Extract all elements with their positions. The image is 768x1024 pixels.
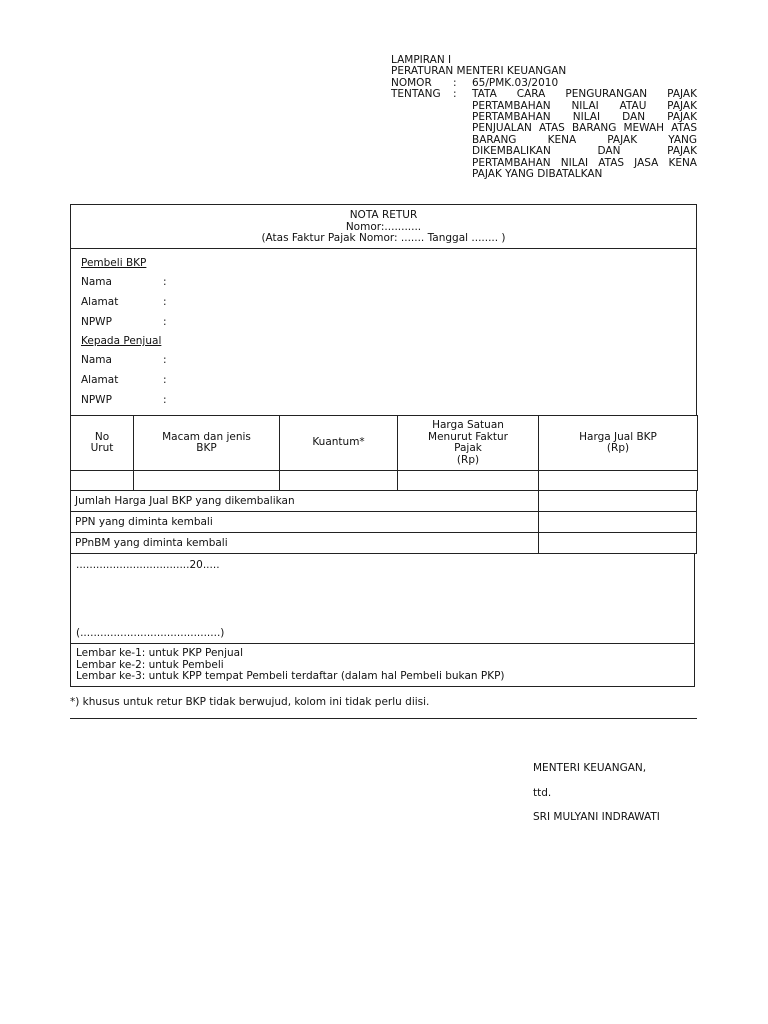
lembar-item: Lembar ke-3: untuk KPP tempat Pembeli terdaftar (dalam hal Pembeli bukan PKP): [76, 670, 505, 682]
col-jual-label: Harga Jual BKP: [579, 430, 657, 443]
pembeli-npwp-row: [81, 316, 167, 328]
divider: [70, 718, 697, 719]
tentang-line: PAJAK YANG DIBATALKAN: [472, 168, 603, 181]
col-no-label: No: [94, 430, 110, 443]
colon: :: [163, 316, 167, 328]
ppnbm-value[interactable]: [538, 533, 696, 554]
pembeli-heading: Pembeli BKP: [81, 257, 147, 269]
pembeli-nama-row: [81, 276, 167, 288]
colon: :: [163, 354, 167, 366]
col-harga-label: Harga Satuan: [432, 419, 504, 431]
alamat-label: Alamat: [81, 374, 119, 386]
colon: :: [163, 276, 167, 288]
lampiran-label: LAMPIRAN I: [391, 54, 452, 66]
tentang-row: [391, 89, 697, 180]
footnote: *) khusus untuk retur BKP tidak berwujud, kolom ini tidak perlu diisi.: [70, 696, 430, 708]
lembar-item: Lembar ke-2: untuk Pembeli: [76, 658, 224, 671]
col-macam-label: Macam dan jenis: [162, 430, 251, 443]
regulation-label: PERATURAN MENTERI KEUANGAN: [391, 65, 567, 78]
tentang-line: PERTAMBAHAN NILAI DAN PAJAK: [472, 111, 697, 124]
penjual-heading: Kepada Penjual: [81, 335, 162, 347]
col-no-urut: [71, 416, 134, 471]
total-row: [71, 491, 697, 512]
totals-table: [70, 490, 697, 554]
tentang-line: DIKEMBALIKAN DAN PAJAK: [472, 145, 697, 158]
total-value[interactable]: [538, 491, 696, 512]
signature-box: [70, 553, 695, 644]
tentang-line: PENJUALAN ATAS BARANG MEWAH ATAS: [472, 122, 697, 135]
col-kuantum: Kuantum*: [280, 416, 398, 471]
total-label: Jumlah Harga Jual BKP yang dikembalikan: [71, 491, 539, 512]
items-header-row: [71, 416, 698, 471]
cell-kuantum[interactable]: [280, 471, 398, 491]
penjual-nama-row: [81, 354, 167, 366]
pembeli-alamat-row: [81, 296, 167, 308]
nomor-colon: :: [453, 76, 457, 89]
ppn-row: [71, 512, 697, 533]
items-empty-row: [71, 471, 698, 491]
colon: :: [163, 296, 167, 308]
tentang-line: PERTAMBAHAN NILAI ATAU PAJAK: [472, 99, 697, 112]
col-harga-label: Pajak: [454, 442, 482, 454]
nama-label: Nama: [81, 354, 112, 366]
nota-retur-title-box: [70, 204, 697, 249]
penjual-alamat-row: [81, 374, 167, 386]
nomor-label: NOMOR: [391, 76, 432, 89]
party-info-box: [70, 248, 697, 416]
signatory-title: MENTERI KEUANGAN,: [533, 762, 647, 774]
col-harga-satuan: [398, 416, 539, 471]
ppn-value[interactable]: [538, 512, 696, 533]
ppnbm-label: PPnBM yang diminta kembali: [71, 533, 539, 554]
col-urut-label: Urut: [90, 442, 114, 454]
form-title: NOTA RETUR: [349, 209, 418, 221]
tentang-colon: :: [453, 88, 457, 101]
colon: :: [163, 394, 167, 406]
distribution-box: [70, 643, 695, 687]
tentang-line: BARANG KENA PAJAK YANG: [472, 133, 697, 146]
cell-harga-satuan[interactable]: [398, 471, 539, 491]
alamat-label: Alamat: [81, 296, 119, 308]
tentang-label: TENTANG: [391, 88, 441, 101]
cell-no[interactable]: [71, 471, 134, 491]
col-bkp-label: BKP: [196, 442, 217, 454]
signatory-ttd: ttd.: [533, 787, 552, 799]
cell-harga-jual[interactable]: [539, 471, 698, 491]
col-harga-label: (Rp): [456, 453, 480, 466]
place-date: ..................................20.....: [76, 559, 220, 571]
tentang-text: [472, 89, 697, 180]
form-nomor: Nomor:...........: [345, 220, 422, 233]
colon: :: [163, 374, 167, 386]
npwp-label: NPWP: [81, 316, 112, 328]
col-jual-label: (Rp): [606, 442, 630, 454]
signature-line: (..........................................): [76, 627, 225, 639]
faktur-reference: (Atas Faktur Pajak Nomor: ....... Tanggal ........ ): [261, 232, 506, 244]
tentang-line: PERTAMBAHAN NILAI ATAS JASA KENA: [472, 156, 697, 169]
npwp-label: NPWP: [81, 394, 112, 406]
ppnbm-row: [71, 533, 697, 554]
document-header: [391, 55, 697, 180]
penjual-npwp-row: [81, 394, 167, 406]
col-harga-jual: [539, 416, 698, 471]
items-table: [70, 415, 698, 491]
tentang-line: TATA CARA PENGURANGAN PAJAK: [472, 88, 697, 101]
nama-label: Nama: [81, 276, 112, 288]
col-harga-label: Menurut Faktur: [428, 430, 508, 443]
cell-macam[interactable]: [134, 471, 280, 491]
col-macam-jenis: [134, 416, 280, 471]
lembar-item: Lembar ke-1: untuk PKP Penjual: [76, 647, 244, 659]
signatory-name: SRI MULYANI INDRAWATI: [533, 811, 660, 823]
nomor-value: 65/PMK.03/2010: [472, 76, 559, 89]
ppn-label: PPN yang diminta kembali: [71, 512, 539, 533]
